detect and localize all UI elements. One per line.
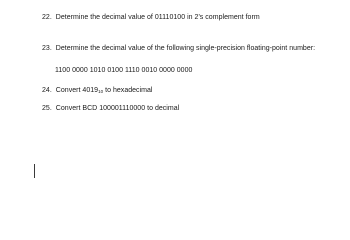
base-subscript: 10: [98, 89, 104, 94]
question-number: 25.: [42, 105, 52, 112]
question-text: Convert 4019: [55, 87, 99, 94]
question-text: Determine the decimal value of the following single-precision floating-point number:: [55, 45, 316, 52]
question-number: 23.: [42, 45, 52, 52]
question-text-after: to hexadecimal: [105, 87, 153, 94]
text-cursor[interactable]: [34, 164, 35, 178]
question-24: [42, 86, 153, 96]
question-number: 24.: [42, 87, 52, 94]
floating-point-bits: 1100 0000 1010 0100 1110 0010 0000 0000: [55, 67, 193, 74]
question-23: [42, 44, 315, 53]
question-text: Convert BCD 100001110000 to decimal: [55, 105, 180, 112]
question-text: Determine the decimal value of 01110100 in 2's complement form: [55, 14, 260, 21]
question-number: 22.: [42, 14, 52, 21]
question-25: [42, 104, 179, 113]
question-22: [42, 13, 260, 22]
